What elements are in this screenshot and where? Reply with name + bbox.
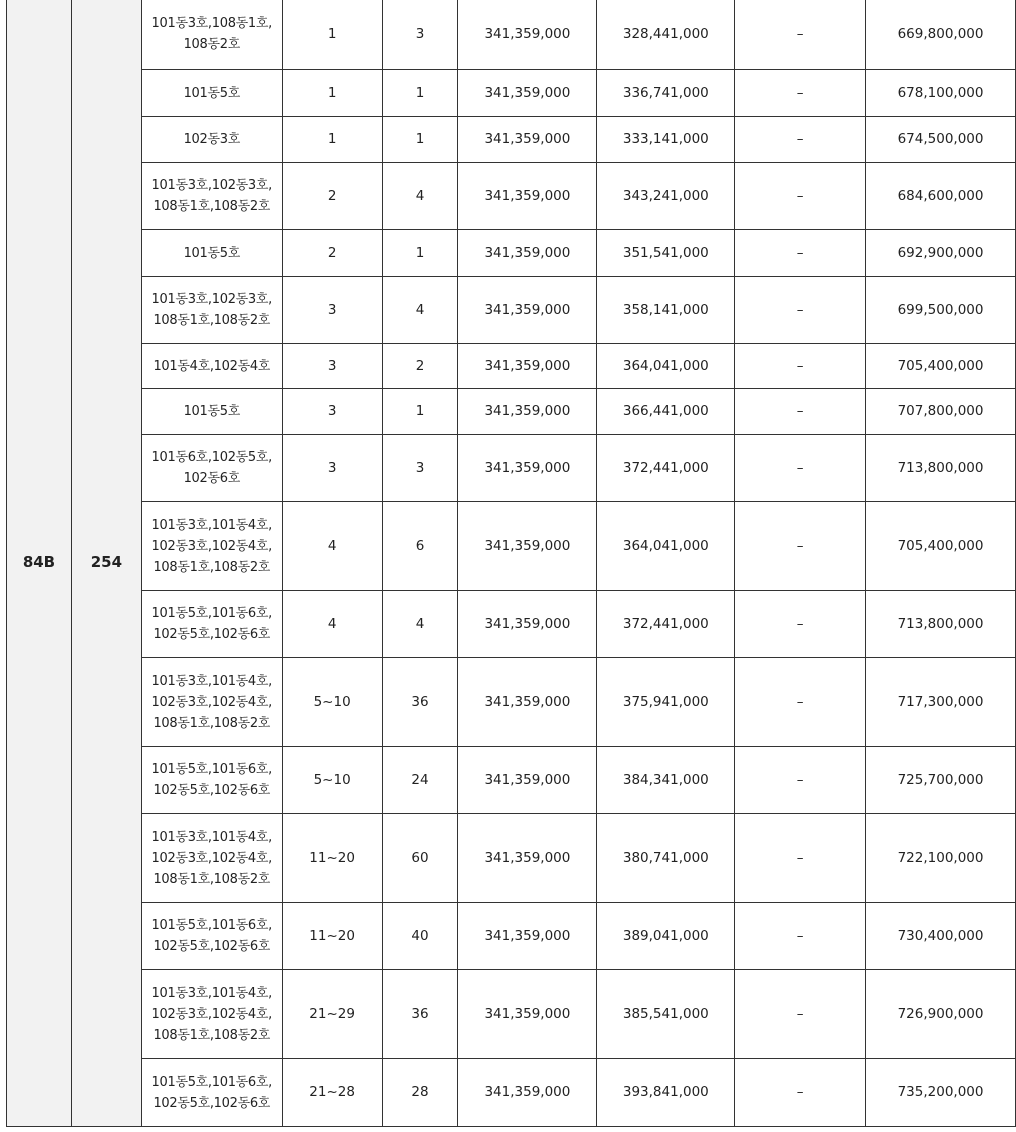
extension-cost-cell: – [735, 435, 866, 502]
household-count-cell: 3 [382, 435, 458, 502]
building-price-cell: 336,741,000 [597, 70, 735, 117]
land-price-cell: 341,359,000 [458, 344, 597, 389]
unit-cell: 101동3호,101동4호, 102동3호,102동4호, 108동1호,108동2호 [141, 658, 282, 747]
floor-cell: 2 [282, 230, 382, 277]
household-count-cell: 3 [382, 0, 458, 70]
table-row [7, 0, 1016, 70]
floor-cell: 1 [282, 70, 382, 117]
land-price-cell: 341,359,000 [458, 163, 597, 230]
extension-cost-cell: – [735, 502, 866, 591]
building-price-cell: 366,441,000 [597, 389, 735, 435]
household-count-cell: 4 [382, 591, 458, 658]
total-price-cell: 713,800,000 [866, 591, 1016, 658]
unit-cell: 101동5호,101동6호, 102동5호,102동6호 [141, 747, 282, 814]
total-price-cell: 669,800,000 [866, 0, 1016, 70]
household-count-cell: 4 [382, 277, 458, 344]
unit-cell: 101동3호,108동1호, 108동2호 [141, 0, 282, 70]
unit-cell: 102동3호 [141, 117, 282, 163]
total-price-cell: 705,400,000 [866, 502, 1016, 591]
unit-cell: 101동5호 [141, 70, 282, 117]
floor-cell: 1 [282, 0, 382, 70]
unit-cell: 101동3호,101동4호, 102동3호,102동4호, 108동1호,108동2호 [141, 970, 282, 1059]
household-count-cell: 28 [382, 1059, 458, 1127]
building-price-cell: 393,841,000 [597, 1059, 735, 1127]
table-row [7, 344, 1016, 389]
land-price-cell: 341,359,000 [458, 117, 597, 163]
floor-cell: 4 [282, 591, 382, 658]
floor-cell: 11~20 [282, 903, 382, 970]
price-table-body [7, 0, 1016, 1127]
total-price-cell: 735,200,000 [866, 1059, 1016, 1127]
total-price-cell: 692,900,000 [866, 230, 1016, 277]
land-price-cell: 341,359,000 [458, 591, 597, 658]
unit-cell: 101동3호,102동3호, 108동1호,108동2호 [141, 163, 282, 230]
land-price-cell: 341,359,000 [458, 747, 597, 814]
land-price-cell: 341,359,000 [458, 903, 597, 970]
unit-cell: 101동5호,101동6호, 102동5호,102동6호 [141, 591, 282, 658]
building-price-cell: 364,041,000 [597, 502, 735, 591]
household-count-cell: 60 [382, 814, 458, 903]
household-count-cell: 36 [382, 970, 458, 1059]
extension-cost-cell: – [735, 277, 866, 344]
land-price-cell: 341,359,000 [458, 435, 597, 502]
building-price-cell: 364,041,000 [597, 344, 735, 389]
extension-cost-cell: – [735, 658, 866, 747]
floor-cell: 5~10 [282, 658, 382, 747]
household-count-cell: 24 [382, 747, 458, 814]
unit-cell: 101동6호,102동5호, 102동6호 [141, 435, 282, 502]
floor-cell: 2 [282, 163, 382, 230]
total-price-cell: 705,400,000 [866, 344, 1016, 389]
unit-cell: 101동3호,101동4호, 102동3호,102동4호, 108동1호,108동2호 [141, 502, 282, 591]
land-price-cell: 341,359,000 [458, 70, 597, 117]
floor-cell: 3 [282, 389, 382, 435]
total-price-cell: 725,700,000 [866, 747, 1016, 814]
extension-cost-cell: – [735, 1059, 866, 1127]
floor-cell: 5~10 [282, 747, 382, 814]
household-count-cell: 2 [382, 344, 458, 389]
land-price-cell: 341,359,000 [458, 389, 597, 435]
total-households-cell: 254 [71, 0, 141, 1127]
table-row [7, 117, 1016, 163]
unit-cell: 101동5호,101동6호, 102동5호,102동6호 [141, 1059, 282, 1127]
land-price-cell: 341,359,000 [458, 277, 597, 344]
extension-cost-cell: – [735, 970, 866, 1059]
table-row [7, 230, 1016, 277]
floor-cell: 1 [282, 117, 382, 163]
building-price-cell: 333,141,000 [597, 117, 735, 163]
land-price-cell: 341,359,000 [458, 1059, 597, 1127]
land-price-cell: 341,359,000 [458, 0, 597, 70]
building-price-cell: 351,541,000 [597, 230, 735, 277]
household-count-cell: 1 [382, 230, 458, 277]
table-row [7, 658, 1016, 747]
extension-cost-cell: – [735, 117, 866, 163]
floor-cell: 21~29 [282, 970, 382, 1059]
total-price-cell: 674,500,000 [866, 117, 1016, 163]
total-price-cell: 722,100,000 [866, 814, 1016, 903]
price-table [6, 0, 1016, 1127]
extension-cost-cell: – [735, 814, 866, 903]
total-price-cell: 678,100,000 [866, 70, 1016, 117]
extension-cost-cell: – [735, 344, 866, 389]
building-price-cell: 358,141,000 [597, 277, 735, 344]
household-count-cell: 36 [382, 658, 458, 747]
land-price-cell: 341,359,000 [458, 502, 597, 591]
table-row [7, 70, 1016, 117]
building-price-cell: 375,941,000 [597, 658, 735, 747]
extension-cost-cell: – [735, 0, 866, 70]
household-count-cell: 1 [382, 117, 458, 163]
land-price-cell: 341,359,000 [458, 658, 597, 747]
total-price-cell: 726,900,000 [866, 970, 1016, 1059]
floor-cell: 21~28 [282, 1059, 382, 1127]
land-price-cell: 341,359,000 [458, 814, 597, 903]
table-row [7, 591, 1016, 658]
total-price-cell: 707,800,000 [866, 389, 1016, 435]
unit-cell: 101동4호,102동4호 [141, 344, 282, 389]
floor-cell: 4 [282, 502, 382, 591]
land-price-cell: 341,359,000 [458, 970, 597, 1059]
extension-cost-cell: – [735, 903, 866, 970]
table-row [7, 814, 1016, 903]
extension-cost-cell: – [735, 591, 866, 658]
unit-cell: 101동5호,101동6호, 102동5호,102동6호 [141, 903, 282, 970]
building-price-cell: 385,541,000 [597, 970, 735, 1059]
total-price-cell: 684,600,000 [866, 163, 1016, 230]
floor-cell: 11~20 [282, 814, 382, 903]
extension-cost-cell: – [735, 163, 866, 230]
building-price-cell: 384,341,000 [597, 747, 735, 814]
total-price-cell: 717,300,000 [866, 658, 1016, 747]
table-row [7, 903, 1016, 970]
table-row [7, 747, 1016, 814]
table-row [7, 1059, 1016, 1127]
floor-cell: 3 [282, 344, 382, 389]
household-count-cell: 6 [382, 502, 458, 591]
unit-cell: 101동3호,102동3호, 108동1호,108동2호 [141, 277, 282, 344]
extension-cost-cell: – [735, 747, 866, 814]
table-row [7, 970, 1016, 1059]
housing-type-cell: 84B [7, 0, 72, 1127]
household-count-cell: 40 [382, 903, 458, 970]
household-count-cell: 1 [382, 389, 458, 435]
floor-cell: 3 [282, 277, 382, 344]
household-count-cell: 4 [382, 163, 458, 230]
building-price-cell: 372,441,000 [597, 591, 735, 658]
building-price-cell: 343,241,000 [597, 163, 735, 230]
total-price-cell: 713,800,000 [866, 435, 1016, 502]
table-row [7, 435, 1016, 502]
land-price-cell: 341,359,000 [458, 230, 597, 277]
table-row [7, 389, 1016, 435]
building-price-cell: 372,441,000 [597, 435, 735, 502]
unit-cell: 101동3호,101동4호, 102동3호,102동4호, 108동1호,108동2호 [141, 814, 282, 903]
extension-cost-cell: – [735, 389, 866, 435]
household-count-cell: 1 [382, 70, 458, 117]
floor-cell: 3 [282, 435, 382, 502]
building-price-cell: 389,041,000 [597, 903, 735, 970]
table-row [7, 163, 1016, 230]
table-row [7, 277, 1016, 344]
building-price-cell: 380,741,000 [597, 814, 735, 903]
extension-cost-cell: – [735, 230, 866, 277]
total-price-cell: 699,500,000 [866, 277, 1016, 344]
building-price-cell: 328,441,000 [597, 0, 735, 70]
extension-cost-cell: – [735, 70, 866, 117]
unit-cell: 101동5호 [141, 230, 282, 277]
total-price-cell: 730,400,000 [866, 903, 1016, 970]
unit-cell: 101동5호 [141, 389, 282, 435]
table-row [7, 502, 1016, 591]
